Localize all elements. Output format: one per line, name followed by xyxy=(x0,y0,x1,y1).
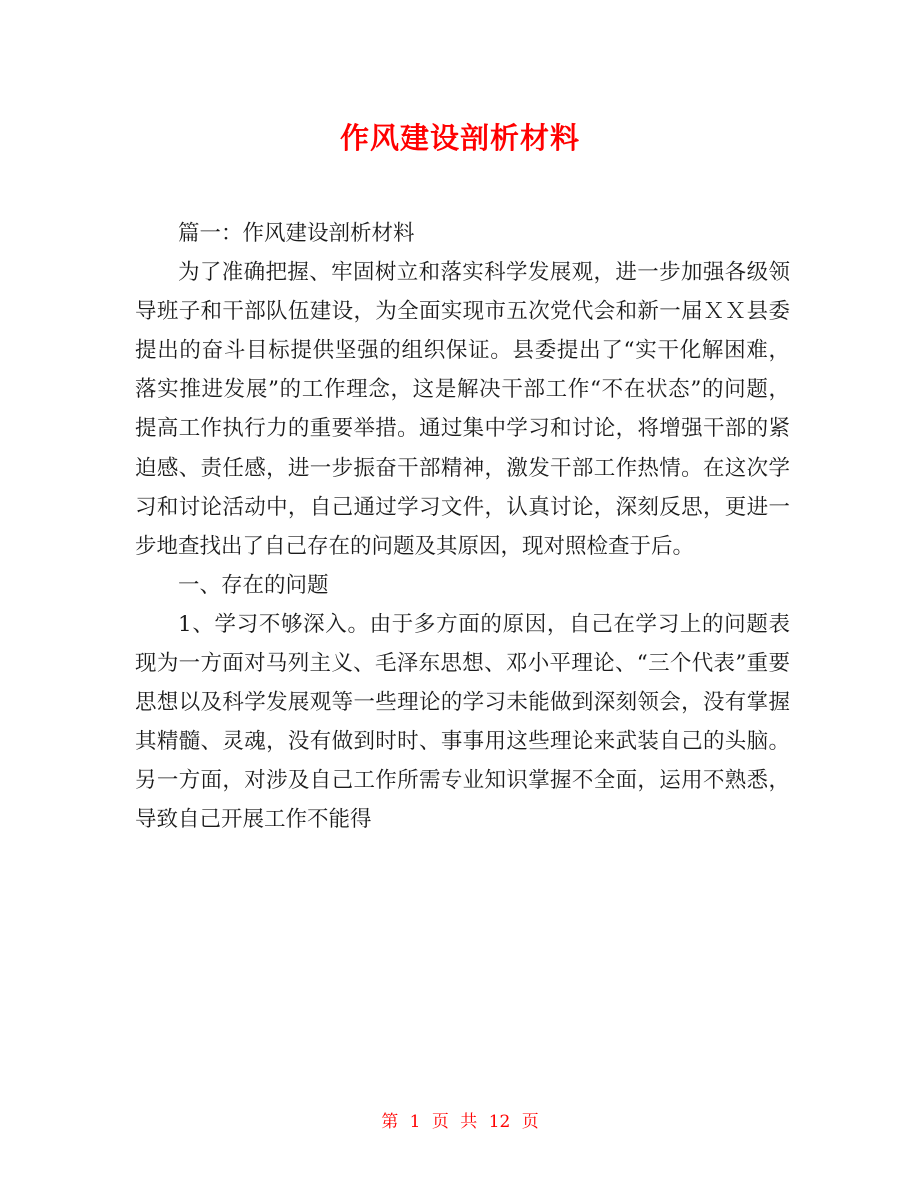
page-number-footer: 第 1 页 共 12 页 xyxy=(381,1112,539,1132)
document-body xyxy=(135,214,790,840)
section-heading-problems: 一、存在的问题 xyxy=(178,572,329,598)
body-paragraph-study: 1、学习不够深入。由于多方面的原因，自己在学习上的问题表现为一方面对马列主义、毛泽东思想、邓小平理论、“三个代表”重要思想以及科学发展观等一些理论的学习未能做到深刻领会，没有掌握其精髓、灵魂，没有做到时时、事事用这些理论来武装自己的头脑。另一方面，对涉及自己工作所需专业知识掌握不全面，运用不熟悉，导致自己开展工作不能得 xyxy=(135,611,790,833)
document-title: 作风建设剖析材料 xyxy=(339,121,580,155)
section-heading-part-one: 篇一：作风建设剖析材料 xyxy=(178,221,415,246)
body-paragraph-intro: 为了准确把握、牢固树立和落实科学发展观，进一步加强各级领导班子和干部队伍建设，为全面实现市五次党代会和新一届ＸＸ县委提出的奋斗目标提供坚强的组织保证。县委提出了“实干化解困难，落实推进发展”的工作理念，这是解决干部工作“不在状态”的问题，提高工作执行力的重要举措。通过集中学习和讨论，将增强干部的紧迫感、责任感，进一步振奋干部精神，激发干部工作热情。在这次学习和讨论活动中，自己通过学习文件，认真讨论，深刻反思，更进一步地查找出了自己存在的问题及其原因，现对照检查于后。 xyxy=(135,260,790,559)
